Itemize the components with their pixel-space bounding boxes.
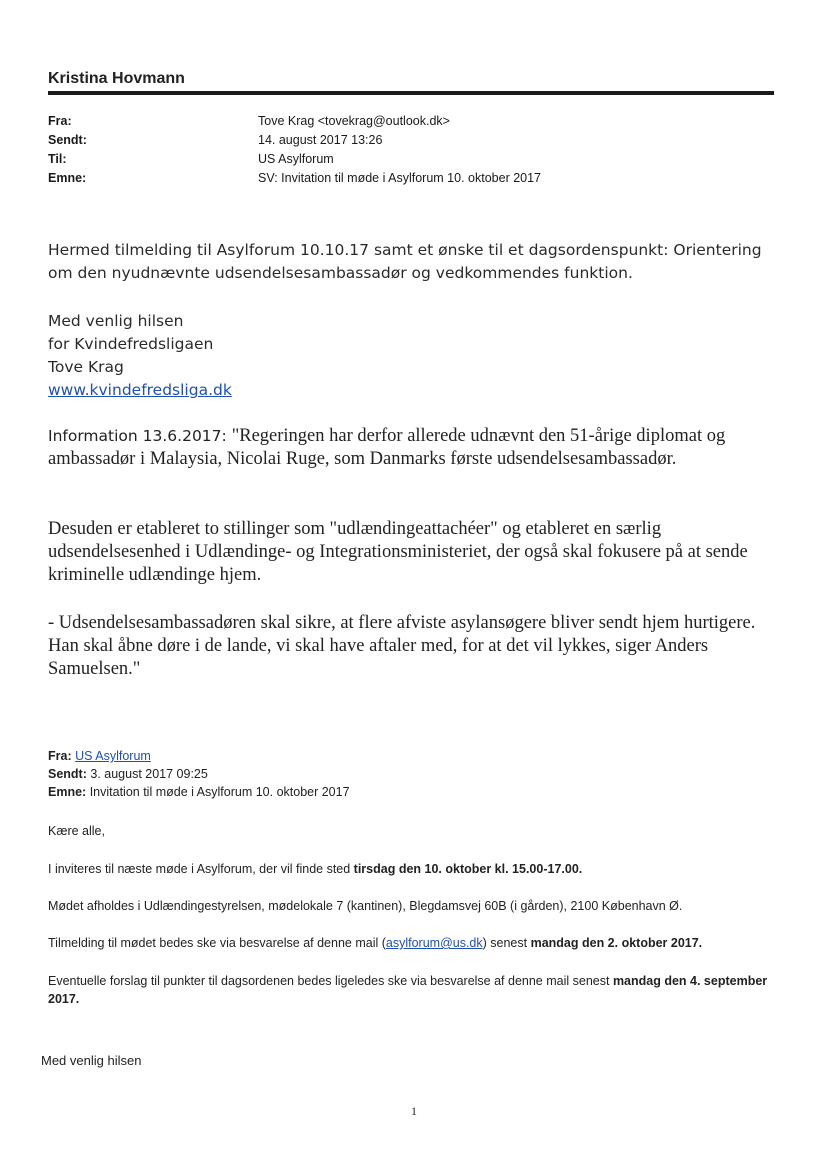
header-label: Til: bbox=[48, 152, 67, 166]
text: Eventuelle forslag til punkter til dagsordenen bedes ligeledes ske via besvarelse af denne mail senest bbox=[48, 974, 613, 988]
header-row-subject bbox=[48, 169, 541, 188]
desuden-paragraph: Desuden er etableret to stillinger som "udlændingeattachéer" og etableret en særlig udsendelsesenhed i Udlændinge- og Integrationsministeriet, der også skal fokusere på at sende kriminelle udlændinge hjem. bbox=[48, 519, 748, 585]
text: ) senest bbox=[482, 936, 531, 950]
fwd-from-label: Fra: bbox=[48, 749, 72, 763]
header-label: Sendt: bbox=[48, 133, 87, 147]
information-lead: Information 13.6.2017: bbox=[48, 427, 232, 445]
header-row-sent bbox=[48, 131, 541, 150]
fwd-sent-value: 3. august 2017 09:25 bbox=[90, 767, 208, 781]
text: Tilmelding til mødet bedes ske via besvarelse af denne mail ( bbox=[48, 936, 386, 950]
fwd-closing: Med venlig hilsen bbox=[41, 1053, 142, 1068]
header-label: Emne: bbox=[48, 171, 87, 185]
bold-date: tirsdag den 10. oktober kl. 15.00-17.00. bbox=[353, 862, 583, 876]
email-link[interactable]: asylforum@us.dk bbox=[385, 936, 483, 950]
fwd-greeting: Kære alle, bbox=[48, 824, 105, 838]
page-number: 1 bbox=[411, 1104, 417, 1118]
fwd-sent-row bbox=[48, 765, 788, 783]
signature-org: for Kvindefredsligaen bbox=[48, 335, 214, 353]
fwd-paragraph-location: Mødet afholdes i Udlændingestyrelsen, mødelokale 7 (kantinen), Blegdamsvej 60B (i gården), 2100 København Ø. bbox=[48, 899, 683, 913]
signature-name: Tove Krag bbox=[48, 358, 124, 376]
header-divider bbox=[48, 91, 774, 95]
signoff: Med venlig hilsen bbox=[48, 312, 184, 330]
header-value: US Asylforum bbox=[258, 152, 334, 166]
fwd-paragraph-registration bbox=[48, 934, 788, 952]
fwd-subject-label: Emne: bbox=[48, 785, 87, 799]
fwd-paragraph-invite bbox=[48, 860, 788, 878]
fwd-sent-label: Sendt: bbox=[48, 767, 87, 781]
fwd-paragraph-agenda bbox=[48, 972, 788, 1008]
fwd-subject-row bbox=[48, 783, 788, 801]
fwd-from-row bbox=[48, 747, 788, 765]
header-label: Fra: bbox=[48, 114, 72, 128]
bold-deadline: mandag den 4. september 2017. bbox=[48, 974, 768, 1006]
header-value: 14. august 2017 13:26 bbox=[258, 133, 383, 147]
reply-signature bbox=[48, 310, 778, 402]
information-text: "Regeringen har derfor allerede udnævnt den 51-årige diplomat og ambassadør i Malaysia, Nicolai Ruge, som Danmarks første udsendelsesambassadør. bbox=[48, 426, 726, 469]
information-quote bbox=[48, 425, 788, 471]
text: I inviteres til næste møde i Asylforum, der vil finde sted bbox=[48, 862, 354, 876]
fwd-from-link[interactable]: US Asylforum bbox=[75, 749, 151, 763]
fwd-subject-value: Invitation til møde i Asylforum 10. oktober 2017 bbox=[89, 785, 350, 799]
samuelsen-quote: - Udsendelsesambassadøren skal sikre, at flere afviste asylansøgere bliver sendt hjem hurtigere. Han skal åbne døre i de lande, vi skal have aftaler med, for at det vil lykkes, siger Anders Samuelsen." bbox=[48, 613, 756, 679]
mailbox-owner-name: Kristina Hovmann bbox=[48, 70, 185, 87]
header-value: SV: Invitation til møde i Asylforum 10. oktober 2017 bbox=[258, 171, 542, 185]
email-header bbox=[48, 112, 541, 188]
header-row-to bbox=[48, 150, 541, 169]
reply-paragraph: Hermed tilmelding til Asylforum 10.10.17 samt et ønske til et dagsordenspunkt: Orientering om den nyudnævnte udsendelsesambassadør og vedkommendes funktion. bbox=[48, 241, 762, 282]
header-value: Tove Krag <tovekrag@outlook.dk> bbox=[258, 114, 450, 128]
website-link[interactable]: www.kvindefredsliga.dk bbox=[48, 381, 232, 399]
header-row-from bbox=[48, 112, 541, 131]
forwarded-header bbox=[48, 747, 788, 801]
bold-deadline: mandag den 2. oktober 2017. bbox=[530, 936, 703, 950]
